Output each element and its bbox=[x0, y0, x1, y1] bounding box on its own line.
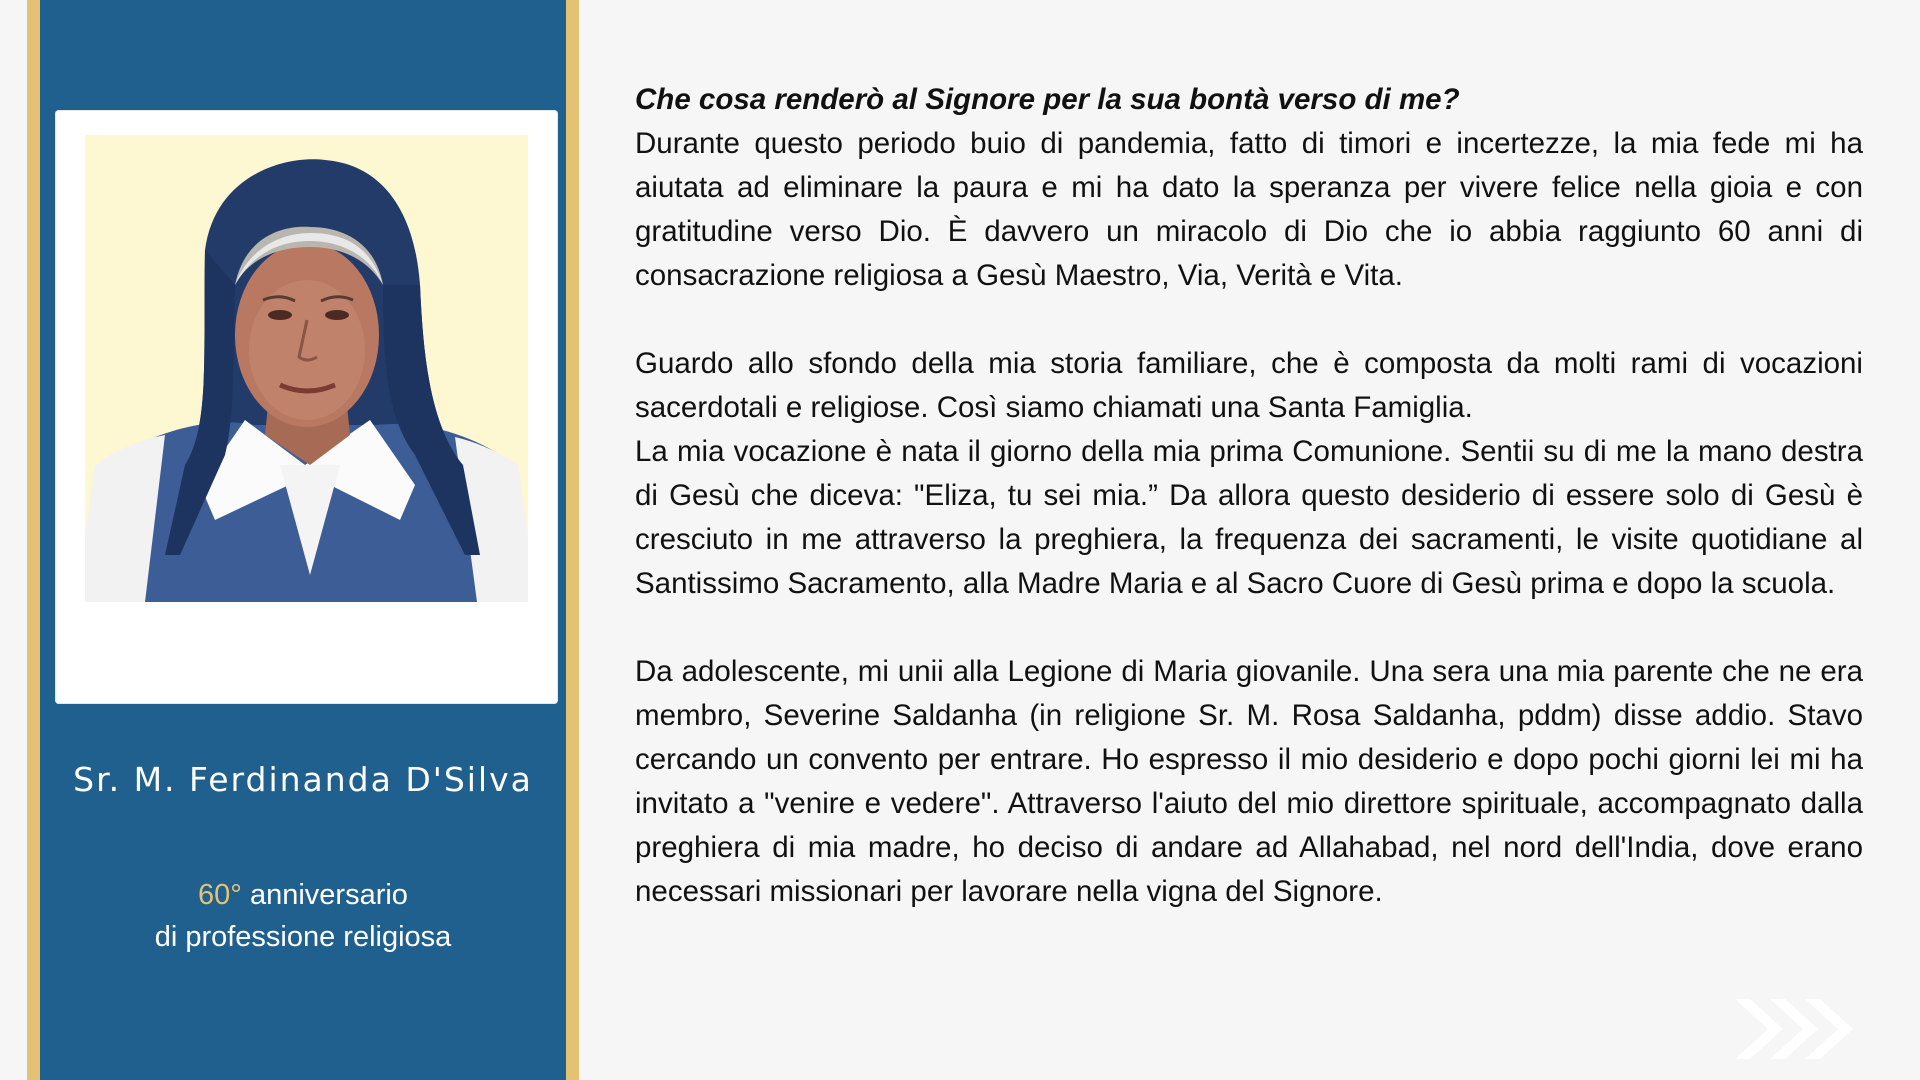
anniversary-number: 60° bbox=[198, 879, 242, 911]
portrait-photo bbox=[85, 135, 528, 602]
paragraph-family: Guardo allo sfondo della mia storia familiare, che è composta da molti rami di vocazioni sacerdotali e religiose. Così siamo chiamati una Santa Famiglia. bbox=[635, 347, 1863, 424]
photo-frame bbox=[55, 110, 558, 704]
anniversary-subtitle: di professione religiosa bbox=[154, 921, 452, 953]
paragraph-pandemic: Durante questo periodo buio di pandemia, fatto di timori e incertezze, la mia fede mi ha aiutata ad eliminare la paura e mi ha dato la speranza per vivere felice nella gioia e con gratitudine verso Dio. È davvero un miracolo di Dio che io abbia raggiunto 60 anni di consacrazione religiosa a Gesù Maestro, Via, Verità e Vita. bbox=[635, 127, 1863, 292]
sister-name: Sr. M. Ferdinanda D'Silva bbox=[73, 760, 533, 799]
paragraph-adolescence: Da adolescente, mi unii alla Legione di Maria giovanile. Una sera una mia parente che ne era membro, Severine Saldanha (in religione Sr. M. Rosa Saldanha, pddm) disse addio. Stavo cercando un convento per entrare. Ho espresso il mio desiderio e dopo pochi giorni lei mi ha invitato a "venire e vedere". Attraverso l'aiuto del mio direttore spirituale, accompagnato dalla preghiera di mia madre, ho deciso di andare ad Allahabad, nel nord dell'India, dove erano necessari missionari per lavorare nella vigna del Signore. bbox=[635, 655, 1863, 908]
triple-chevron-right-icon[interactable] bbox=[1730, 994, 1860, 1064]
sidebar-panel bbox=[27, 0, 579, 1080]
paragraph-vocation: La mia vocazione è nata il giorno della mia prima Comunione. Sentii su di me la mano destra di Gesù che diceva: "Eliza, tu sei mia.” Da allora questo desiderio di essere solo di Gesù è cresciuto in me attraverso la preghiera, la frequenza dei sacramenti, le visite quotidiane al Santissimo Sacramento, alla Madre Maria e al Sacro Cuore di Gesù prima e dopo la scuola. bbox=[635, 435, 1863, 600]
opening-question: Che cosa renderò al Signore per la sua bontà verso di me? bbox=[635, 83, 1460, 116]
anniversary-label: anniversario bbox=[241, 879, 408, 911]
anniversary-caption bbox=[40, 874, 566, 958]
testimony-text bbox=[635, 78, 1863, 914]
